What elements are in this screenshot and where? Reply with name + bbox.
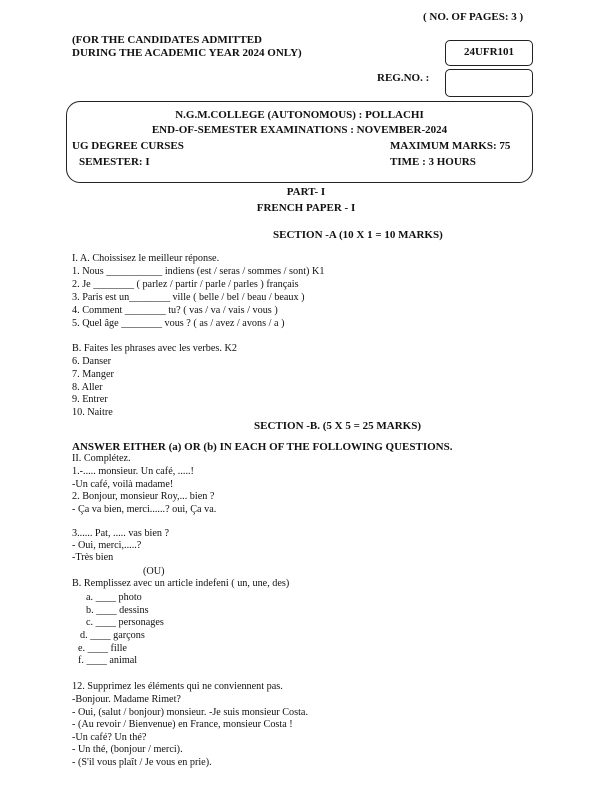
dialogue-line: - (Au revoir / Bienvenue) en France, monsieur Costa ! [72,719,293,730]
question-item: 1. Nous ___________ indiens (est / seras / sommes / sont) K1 [72,266,325,277]
question-item: 3. Paris est un________ ville ( belle / bel / beau / beaux ) [72,292,305,303]
question-a-intro: I. A. Choissisez le meilleur réponse. [72,253,220,264]
dialogue-line: -Bonjour. Madame Rimet? [72,694,181,705]
candidates-note-line2: DURING THE ACADEMIC YEAR 2024 ONLY) [72,47,302,59]
dialogue-line: - (S'il vous plaît / Je vous en prie). [72,757,212,768]
or-label: (OU) [143,566,165,577]
page-count-note: ( NO. OF PAGES: 3 ) [423,11,524,23]
article-item: f. ____ animal [78,655,138,666]
dialogue-line: - Oui, merci,.....? [72,540,142,551]
dialogue-line: - Ça va bien, merci......? oui, Ça va. [72,504,217,515]
article-item: c. ____ personages [86,617,164,628]
part-title: PART- I [286,186,326,198]
question-item: 5. Quel âge ________ vous ? ( as / avez / avons / a ) [72,318,285,329]
semester: SEMESTER: I [79,156,150,168]
verb-item: 6. Danser [72,356,112,367]
paper-code: 24UFR101 [463,46,515,58]
dialogue-line: - Oui, (salut / bonjour) monsieur. -Je suis monsieur Costa. [72,707,308,718]
exam-title: END-OF-SEMESTER EXAMINATIONS : NOVEMBER-2024 [151,124,448,136]
question-b-intro: B. Faites les phrases avec les verbes. K2 [72,343,237,354]
paper-code-box [445,40,533,66]
dialogue-line: 1.-..... monsieur. Un café, .....! [72,466,194,477]
dialogue-line: -Un café? Un thé? [72,732,147,743]
question-12-intro: 12. Supprimez les éléments qui ne conviennent pas. [72,681,283,692]
verb-item: 9. Entrer [72,394,108,405]
verb-item: 10. Naitre [72,407,113,418]
question-2-intro: II. Complétez. [72,453,131,464]
reg-no-label: REG.NO. : [377,72,430,84]
dialogue-line: 2. Bonjour, monsieur Roy,... bien ? [72,491,215,502]
section-b-instruction: ANSWER EITHER (a) OR (b) IN EACH OF THE FOLLOWING QUESTIONS. [72,441,453,453]
college-name: N.G.M.COLLEGE (AUTONOMOUS) : POLLACHI [175,109,424,121]
paper-title: FRENCH PAPER - I [256,202,356,214]
maximum-marks: MAXIMUM MARKS: 75 [390,140,511,152]
section-b-title: SECTION -B. (5 X 5 = 25 MARKS) [254,420,421,432]
article-item: a. ____ photo [86,592,142,603]
question-item: 2. Je ________ ( parlez / partir / parle / parles ) français [72,279,299,290]
dialogue-line: -Un café, voilà madame! [72,479,174,490]
exam-time: TIME : 3 HOURS [390,156,476,168]
verb-item: 8. Aller [72,382,103,393]
candidates-note-line1: (FOR THE CANDIDATES ADMITTED [72,34,262,46]
dialogue-line: 3...... Pat, ..... vas bien ? [72,528,170,539]
course-name: UG DEGREE CURSES [72,140,184,152]
verb-item: 7. Manger [72,369,114,380]
article-item: e. ____ fille [78,643,127,654]
article-item: b. ____ dessins [86,605,149,616]
dialogue-line: - Un thé, (bonjour / merci). [72,744,183,755]
question-item: 4. Comment ________ tu? ( vas / va / vais / vous ) [72,305,278,316]
article-item: d. ____ garçons [80,630,145,641]
section-a-title: SECTION -A (10 X 1 = 10 MARKS) [273,229,443,241]
exam-header-box [66,101,533,183]
reg-no-field[interactable] [445,69,533,97]
dialogue-line: -Très bien [72,552,114,563]
article-intro: B. Remplissez avec un article indefeni ( un, une, des) [72,578,290,589]
